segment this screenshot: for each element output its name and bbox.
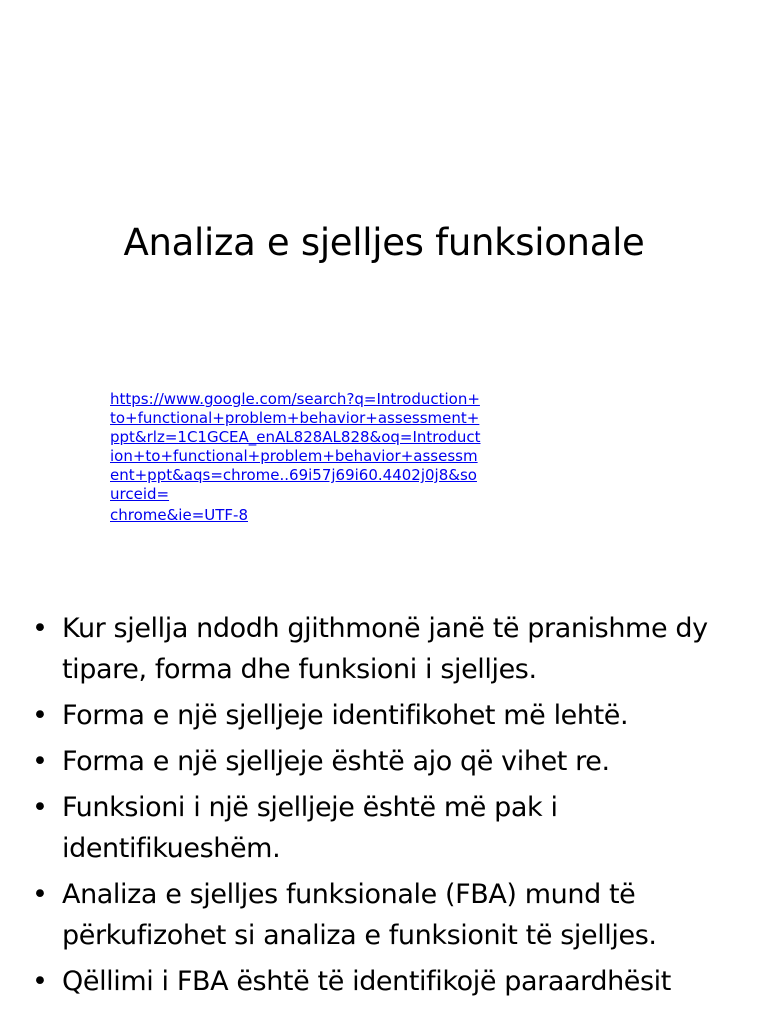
- bullet-item: [32, 741, 732, 782]
- bullet-item: [32, 961, 732, 1002]
- bullet-text: Kur sjellja ndodh gjithmonë janë të pranishme dy tipare, forma dhe funksioni i sjelljes.: [62, 613, 708, 685]
- bullet-dot-icon: •: [32, 613, 48, 644]
- bullet-dot-icon: •: [32, 746, 48, 777]
- reference-link-tail[interactable]: chrome&ie=UTF-8: [110, 506, 248, 524]
- bullet-text: Qëllimi i FBA është të identifikojë paraardhësit: [62, 966, 671, 997]
- reference-link[interactable]: https://www.google.com/search?q=Introduction+to+functional+problem+behavior+assessment+ppt&rlz=1C1GCEA_enAL828AL828&oq=Introduction+to+functional+problem+behavior+assessment+ppt&aqs=chrome..69i57j69i60.4402j0j8&sourceid=: [110, 390, 481, 503]
- bullet-dot-icon: •: [32, 966, 48, 997]
- reference-link-block[interactable]: [110, 390, 482, 525]
- bullet-item: [32, 787, 732, 869]
- bullet-dot-icon: •: [32, 700, 48, 731]
- bullet-text: Forma e një sjelljeje është ajo që vihet re.: [62, 746, 610, 777]
- bullet-dot-icon: •: [32, 879, 48, 910]
- bullet-dot-icon: •: [32, 792, 48, 823]
- slide-title: Analiza e sjelljes funksionale: [123, 221, 645, 264]
- bullet-list: [32, 608, 732, 1007]
- bullet-text: Analiza e sjelljes funksionale (FBA) mund të përkufizohet si analiza e funksionit të sjelljes.: [62, 879, 657, 951]
- bullet-text: Forma e një sjelljeje identifikohet më lehtë.: [62, 700, 629, 731]
- bullet-text: Funksioni i një sjelljeje është më pak i identifikueshëm.: [62, 792, 558, 864]
- bullet-item: [32, 608, 732, 690]
- bullet-item: [32, 695, 732, 736]
- bullet-item: [32, 874, 732, 956]
